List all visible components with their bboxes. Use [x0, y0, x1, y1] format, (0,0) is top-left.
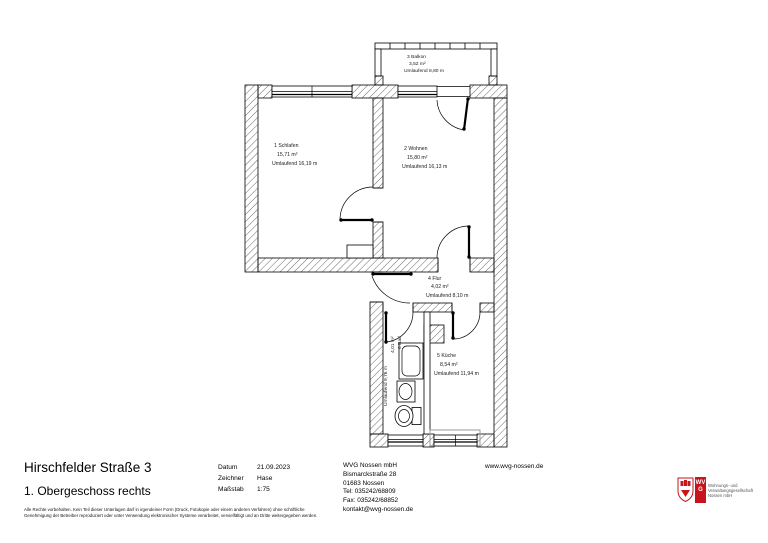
window-wohnen-icon — [398, 86, 437, 97]
svg-text:2 Wohnen: 2 Wohnen — [404, 146, 428, 152]
room-label-kueche — [434, 353, 479, 377]
svg-text:4 Flur: 4 Flur — [428, 276, 442, 282]
zeichner-value: Hase — [257, 475, 273, 482]
svg-text:Umlaufend 8,10 m: Umlaufend 8,10 m — [426, 293, 469, 299]
svg-text:15,80 m²: 15,80 m² — [407, 155, 428, 161]
svg-text:6 Bad: 6 Bad — [398, 336, 403, 349]
svg-text:8,54 m²: 8,54 m² — [440, 362, 458, 368]
company-fax: Fax: 035242/68852 — [343, 497, 399, 505]
company-city: 01683 Nossen — [343, 479, 385, 487]
datum-value: 21.09.2023 — [257, 464, 291, 471]
door-wohnen — [437, 225, 471, 272]
meta-row-zeichner — [218, 473, 290, 484]
door-entrance — [370, 272, 413, 303]
svg-text:5 Küche: 5 Küche — [437, 353, 457, 359]
walls-group — [245, 85, 507, 447]
massstab-value: 1:75 — [257, 486, 270, 493]
company-email: kontakt@wvg-nossen.de — [343, 505, 414, 513]
massstab-label: Maßstab — [218, 486, 244, 493]
svg-text:15,71 m²: 15,71 m² — [277, 152, 298, 158]
svg-text:Umlaufend 11,94 m: Umlaufend 11,94 m — [434, 371, 479, 377]
company-logo — [677, 477, 753, 503]
company-tel: Tel: 035242/68809 — [343, 488, 396, 496]
room-label-balkon — [404, 54, 444, 74]
company-name: WVG Nossen mbH — [343, 462, 397, 469]
sink-icon — [397, 381, 415, 402]
svg-text:4,01 m²: 4,01 m² — [391, 336, 396, 353]
door-kueche — [451, 303, 480, 340]
room-label-schlafen — [272, 143, 317, 167]
svg-text:Umlaufend 16,13 m: Umlaufend 16,13 m — [402, 164, 448, 170]
svg-text:1 Schlafen: 1 Schlafen — [274, 143, 299, 149]
svg-text:4,02 m²: 4,02 m² — [431, 284, 449, 290]
toilet-icon — [395, 406, 421, 427]
meta-table — [218, 462, 290, 495]
svg-text:Umlaufend 16,19 m: Umlaufend 16,19 m — [272, 161, 318, 167]
window-bad-icon — [388, 435, 423, 446]
door-schlafen — [339, 187, 383, 222]
room-label-wohnen — [402, 146, 447, 170]
company-block — [343, 462, 413, 515]
window-schlafen-icon — [272, 86, 352, 97]
meta-row-datum — [218, 462, 290, 473]
svg-text:3 Balkon: 3 Balkon — [407, 55, 427, 60]
copyright-disclaimer: Alle Rechte vorbehalten. Kein Teil dieser Unterlagen darf in irgendeiner Form (Druck, Fotokopie oder einem anderen Verfahren) ohne schriftliche Genehmigung der Betreiber reproduziert oder unter Verwendung elektronischer Systeme verarbeitet, vervielfältigt und an Dritte weitergegeben werden. — [24, 507, 318, 518]
balcony-group — [375, 43, 497, 85]
door-balkon — [437, 86, 470, 131]
datum-label: Datum — [218, 464, 238, 471]
logo-caption: Wohnungs- und Verwaltungsgesellschaft Nossen mbH — [708, 483, 753, 499]
page-title: Hirschfelder Straße 3 — [24, 460, 152, 475]
company-website: www.wvg-nossen.de — [485, 463, 544, 470]
svg-text:3,52 m²: 3,52 m² — [409, 62, 426, 67]
zeichner-label: Zeichner — [218, 475, 244, 482]
logo-shield-icon — [677, 477, 694, 503]
room-label-flur — [426, 276, 468, 299]
window-kueche-icon — [430, 430, 480, 446]
svg-text:Umlaufend 8,80 m: Umlaufend 8,80 m — [404, 69, 444, 74]
meta-row-massstab — [218, 484, 290, 495]
company-street: Bismarckstraße 28 — [343, 470, 397, 478]
svg-text:Umlaufend 9,76 m: Umlaufend 9,76 m — [384, 366, 389, 406]
page-subtitle: 1. Obergeschoss rechts — [24, 484, 151, 498]
logo-acronym: WVG — [695, 477, 706, 503]
